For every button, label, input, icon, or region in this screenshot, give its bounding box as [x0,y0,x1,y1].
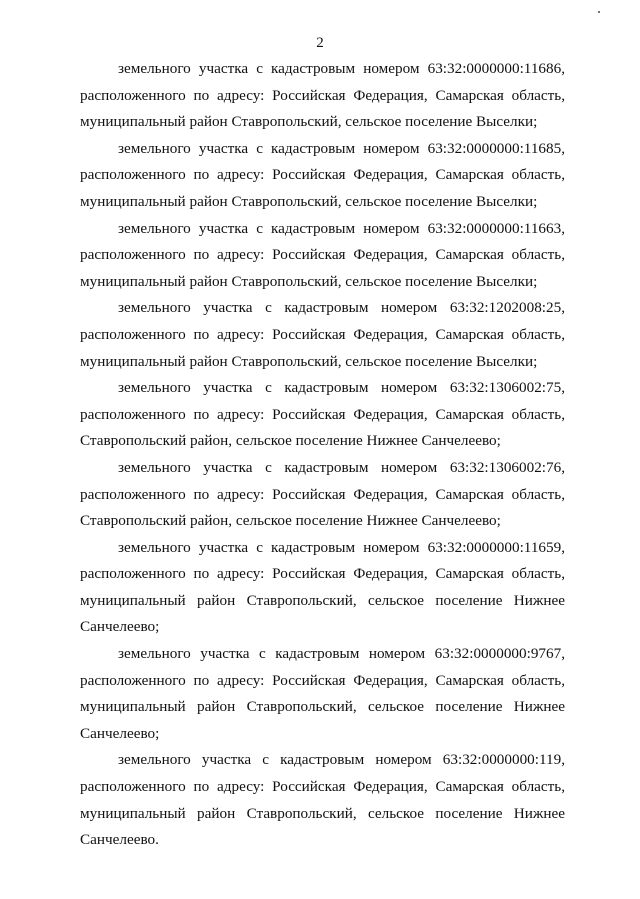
text-line: муниципальный район Ставропольский, сельское поселение Выселки; [80,113,538,131]
text-line: Санчелеево; [80,724,160,742]
text-line: земельного участка с кадастровым номером 63:32:0000000:11663, [118,219,565,237]
text-line: муниципальный район Ставропольский, сельское поселение Нижнее [80,804,565,822]
text-line: земельного участка с кадастровым номером 63:32:0000000:11685, [118,139,565,157]
text-line: муниципальный район Ставропольский, сельское поселение Выселки; [80,352,538,370]
text-line: расположенного по адресу: Российская Федерация, Самарская область, [80,246,565,264]
text-line: Санчелеево; [80,618,160,636]
text-line: земельного участка с кадастровым номером 63:32:1202008:25, [118,299,565,317]
text-line: расположенного по адресу: Российская Федерация, Самарская область, [80,405,565,423]
text-line: муниципальный район Ставропольский, сельское поселение Выселки; [80,192,538,210]
text-line: муниципальный район Ставропольский, сельское поселение Выселки; [80,272,538,290]
text-line: земельного участка с кадастровым номером 63:32:0000000:11659, [118,538,565,556]
text-line: земельного участка с кадастровым номером 63:32:0000000:11686, [118,60,565,77]
text-line: Ставропольский район, сельское поселение Нижнее Санчелеево; [80,432,501,450]
text-line: Ставропольский район, сельское поселение Нижнее Санчелеево; [80,512,501,530]
text-line: земельного участка с кадастровым номером 63:32:0000000:9767, [118,645,565,663]
text-line: расположенного по адресу: Российская Федерация, Самарская область, [80,565,565,583]
document-body [80,56,565,854]
text-line: расположенного по адресу: Российская Федерация, Самарская область, [80,86,565,104]
text-line: расположенного по адресу: Российская Федерация, Самарская область, [80,325,565,343]
scan-speck [598,11,600,13]
text-line: земельного участка с кадастровым номером 63:32:1306002:75, [118,379,565,397]
text-line: земельного участка с кадастровым номером 63:32:0000000:119, [118,751,565,769]
text-line: муниципальный район Ставропольский, сельское поселение Нижнее [80,698,565,716]
text-line: Санчелеево. [80,831,159,849]
text-line: земельного участка с кадастровым номером 63:32:1306002:76, [118,458,565,476]
text-line: расположенного по адресу: Российская Федерация, Самарская область, [80,485,565,503]
text-line: муниципальный район Ставропольский, сельское поселение Нижнее [80,591,565,609]
text-line: расположенного по адресу: Российская Федерация, Самарская область, [80,778,565,796]
text-line: расположенного по адресу: Российская Федерация, Самарская область, [80,166,565,184]
text-line: расположенного по адресу: Российская Федерация, Самарская область, [80,671,565,689]
page-number: 2 [316,35,324,51]
